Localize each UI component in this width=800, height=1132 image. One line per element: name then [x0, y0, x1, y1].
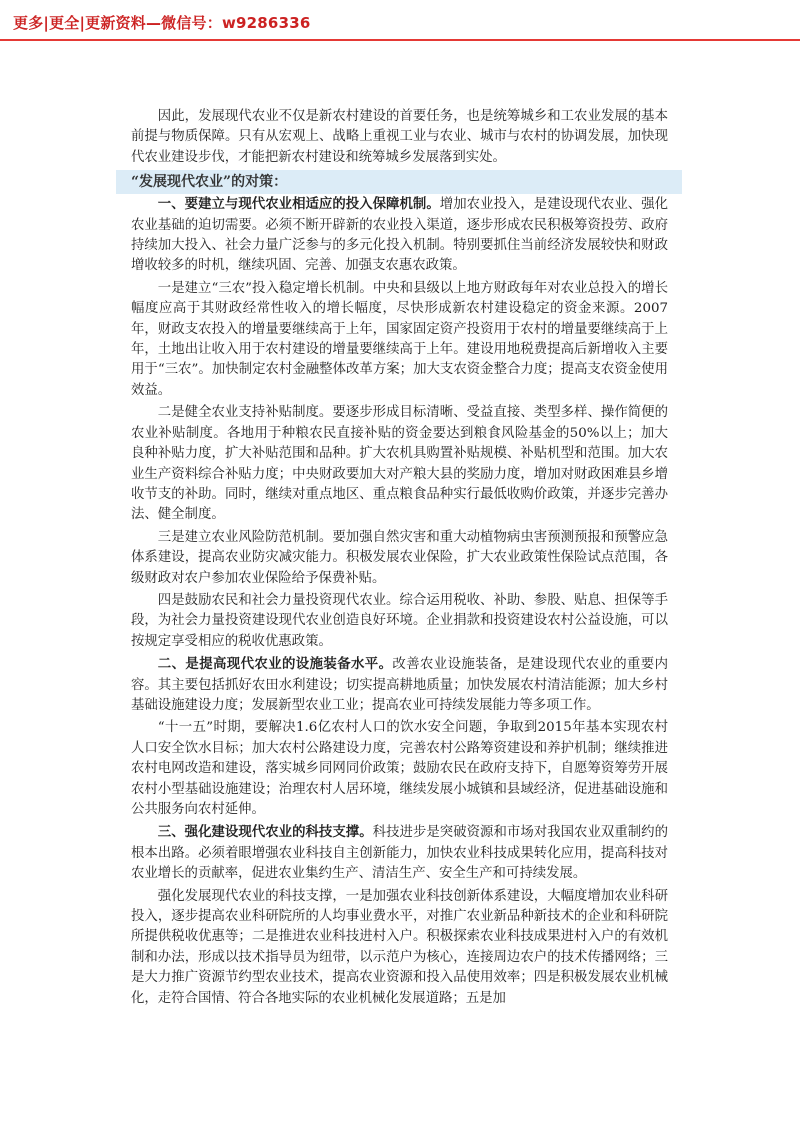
paragraph-sannong-growth: 一是建立“三农”投入稳定增长机制。中央和县级以上地方财政每年对农业总投入的增长幅度应高于其财政经常性收入的增长幅度，尽快形成新农村建设稳定的资金来源。2007年，财政支农投入的增量要继续高于上年，国家固定资产投资用于农村的增量要继续高于上年，土地出让收入用于农村建设的增量要继续高于上年。建设用地税费提高后新增收入主要用于“三农”。加快制定农村金融整体改革方案；加大支农资金整合力度；提高支农资金使用效益。: [131, 280, 668, 398]
paragraph-lead: 一、要建立与现代农业相适应的投入保障机制。: [157, 196, 440, 213]
intro-paragraph: 因此，发展现代农业不仅是新农村建设的首要任务，也是统筹城乡和工农业发展的基本前提与物质保障。只有从宏观上、战略上重视工业与农业、城市与农村的协调发展，加快现代农业建设步伐，才能把新农村建设和统筹城乡发展落到实处。: [131, 109, 668, 165]
paragraph-eleventh-five-year: “十一五”时期，要解决1.6亿农村人口的饮水安全问题，争取到2015年基本实现农村人口安全饮水目标；加大农村公路建设力度，完善农村公路筹资建设和养护机制；继续推进农村电网改造和建设，落实城乡同网同价政策；鼓励农民在政府支持下，自愿筹资筹劳开展农村小型基础设施建设；治理农村人居环境，继续发展小城镇和县域经济，促进基础设施和公共服务向农村延伸。: [131, 720, 668, 817]
paragraph-text: 改善农业设施装备，是建设现代农业的重要内容。其主要包括抓好农田水利建设；切实提高耕地质量；加快发展农村清洁能源；加大乡村基础设施建设力度；发展新型农业工业；提高农业可持续发展能力等多项工作。: [131, 657, 669, 713]
paragraph-technology: [131, 822, 668, 884]
paragraph-risk-prevention: 三是建立农业风险防范机制。要加强自然灾害和重大动植物病虫害预测预报和预警应急体系建设，提高农业防灾减灾能力。积极发展农业保险，扩大农业政策性保险试点范围，各级财政对农户参加农业保险给予保费补贴。: [131, 529, 668, 586]
paragraph-subsidy-system: 二是健全农业支持补贴制度。要逐步形成目标清晰、受益直接、类型多样、操作简便的农业补贴制度。各地用于种粮农民直接补贴的资金要达到粮食风险基金的50%以上；加大良种补贴力度，扩大补贴范围和品种。扩大农机具购置补贴规模、补贴机型和范围。加大农业生产资料综合补贴力度；中央财政要加大对产粮大县的奖励力度，增加对财政困难县乡增收节支的补助。同时，继续对重点地区、重点粮食品种实行最低收购价政策，并逐步完善办法、健全制度。: [131, 405, 668, 523]
watermark-header: 更多|更全|更新资料—微信号：w9286336: [13, 14, 311, 32]
paragraph-text: 增加农业投入，是建设现代农业、强化农业基础的迫切需要。必须不断开辟新的农业投入渠道，逐步形成农民积极筹资投劳、政府持续加大投入、社会力量广泛参与的多元化投入机制。特别要抓住当前经济发展较快和财政增收较多的时机，继续巩固、完善、加强支农惠农政策。: [131, 197, 669, 274]
paragraph-lead: 二、是提高现代农业的设施装备水平。: [157, 656, 393, 673]
document-body: [131, 107, 668, 1011]
section-heading: “发展现代农业”的对策：: [116, 170, 682, 194]
paragraph-facilities: [131, 654, 668, 716]
paragraph-input-mechanism: [131, 194, 668, 277]
paragraph-text: 科技进步是突破资源和市场对我国农业双重制约的根本出路。必须着眼增强农业科技自主创新能力，加快农业科技成果转化应用，提高科技对农业增长的贡献率，促进农业集约生产、清洁生产、安全生产和可持续发展。: [131, 825, 669, 882]
paragraph-tech-support: 强化发展现代农业的科技支撑，一是加强农业科技创新体系建设，大幅度增加农业科研投入，逐步提高农业科研院所的人均事业费水平，对推广农业新品种新技术的企业和科研院所提供税收优惠等；二是推进农业科技进村入户。积极探索农业科技成果进村入户的有效机制和办法，形成以技术指导员为纽带，以示范户为核心，连接周边农户的技术传播网络；三是大力推广资源节约型农业技术，提高农业资源和投入品使用效率；四是积极发展农业机械化，走符合国情、符合各地实际的农业机械化发展道路；五是加: [131, 888, 668, 1006]
header-divider: [0, 39, 800, 41]
paragraph-social-investment: 四是鼓励农民和社会力量投资现代农业。综合运用税收、补助、参股、贴息、担保等手段，为社会力量投资建设现代农业创造良好环境。企业捐款和投资建设农村公益设施，可以按规定享受相应的税收优惠政策。: [131, 592, 668, 649]
paragraph-lead: 三、强化建设现代农业的科技支撑。: [157, 824, 373, 841]
